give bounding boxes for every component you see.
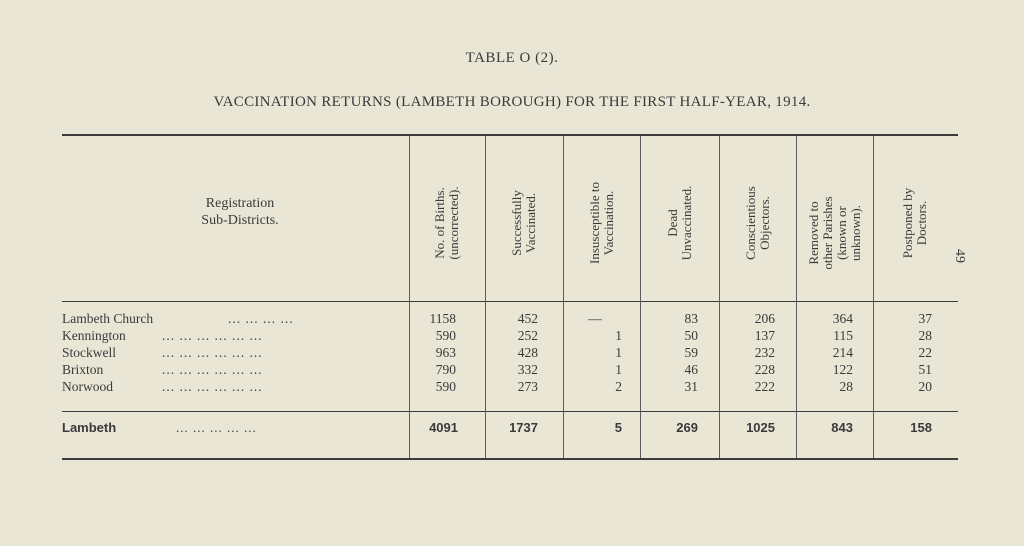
table-row: [0, 345, 1024, 363]
row-name: Stockwell: [62, 345, 116, 360]
column-divider: [873, 136, 874, 458]
page-number: 49: [952, 249, 967, 263]
table-row: [0, 328, 1024, 346]
row-name: Lambeth Church: [62, 311, 154, 326]
column-divider: [640, 136, 641, 458]
registration-header: Registration Sub-Districts.: [201, 196, 279, 228]
cell-dead: 31: [684, 379, 698, 394]
cell-objectors: 206: [754, 311, 775, 326]
column-divider: [563, 136, 564, 458]
leader-dots: ... ... ... ... ... ...: [162, 379, 263, 394]
cell-births: 963: [435, 345, 456, 360]
cell-removed: 214: [832, 345, 853, 360]
column-divider: [409, 136, 410, 458]
cell-insusceptible: 1: [615, 345, 622, 360]
cell-postponed: 28: [918, 328, 932, 343]
cell-removed: 122: [832, 362, 853, 377]
leader-dots: ... ... ... ... ... ...: [162, 328, 263, 343]
total-objectors: 1025: [746, 420, 775, 435]
total-name: Lambeth: [62, 420, 117, 435]
total-separator-rule: [62, 411, 958, 412]
cell-births: 590: [435, 328, 456, 343]
total-dead: 269: [676, 420, 698, 435]
leader-dots: ... ... ... ...: [228, 311, 294, 326]
table-row: [0, 362, 1024, 380]
cell-vaccinated: 428: [517, 345, 538, 360]
total-row: [0, 420, 1024, 438]
cell-births: 790: [435, 362, 456, 377]
column-header-removed: Removed to other Parishes (known or unknown).: [806, 196, 863, 270]
table-title: VACCINATION RETURNS (LAMBETH BOROUGH) FOR THE FIRST HALF-YEAR, 1914.: [213, 94, 811, 110]
column-header-successfully-vaccinated: Successfully Vaccinated.: [509, 190, 538, 256]
leader-dots: ... ... ... ... ... ...: [162, 345, 263, 360]
total-births: 4091: [429, 420, 458, 435]
column-divider: [796, 136, 797, 458]
column-header-dead-unvaccinated: Dead Unvaccinated.: [665, 185, 694, 261]
total-vaccinated: 1737: [509, 420, 538, 435]
column-header-insusceptible: Insusceptible to Vaccination.: [587, 182, 616, 264]
cell-dead: 46: [684, 362, 698, 377]
total-postponed: 158: [910, 420, 932, 435]
cell-insusceptible: 2: [615, 379, 622, 394]
column-header-postponed: Postponed by Doctors.: [900, 187, 929, 259]
cell-vaccinated: 452: [517, 311, 538, 326]
table-number: TABLE O (2).: [465, 50, 559, 66]
total-removed: 843: [831, 420, 853, 435]
column-divider: [485, 136, 486, 458]
cell-dead: 83: [684, 311, 698, 326]
cell-objectors: 222: [754, 379, 775, 394]
cell-postponed: 20: [918, 379, 932, 394]
cell-objectors: 232: [754, 345, 775, 360]
bottom-rule: [62, 458, 958, 460]
cell-removed: 115: [833, 328, 853, 343]
cell-postponed: 22: [918, 345, 932, 360]
cell-dead: 59: [684, 345, 698, 360]
row-name: Kennington: [62, 328, 126, 343]
cell-insusceptible: —: [588, 311, 602, 326]
top-rule: [62, 134, 958, 136]
table-row: [0, 379, 1024, 397]
table-row: [0, 311, 1024, 329]
leader-dots: ... ... ... ... ... ...: [162, 362, 263, 377]
column-header-births: No. of Births. (uncorrected).: [432, 186, 461, 260]
cell-births: 1158: [429, 311, 456, 326]
cell-removed: 364: [832, 311, 853, 326]
column-header-conscientious-objectors: Conscientious Objectors.: [743, 186, 772, 260]
cell-objectors: 228: [754, 362, 775, 377]
cell-dead: 50: [684, 328, 698, 343]
cell-vaccinated: 252: [517, 328, 538, 343]
cell-insusceptible: 1: [615, 362, 622, 377]
cell-vaccinated: 332: [517, 362, 538, 377]
row-name: Brixton: [62, 362, 104, 377]
cell-insusceptible: 1: [615, 328, 622, 343]
total-insusceptible: 5: [614, 420, 622, 435]
cell-postponed: 51: [918, 362, 932, 377]
cell-removed: 28: [839, 379, 853, 394]
cell-births: 590: [435, 379, 456, 394]
cell-vaccinated: 273: [517, 379, 538, 394]
row-name: Norwood: [62, 379, 113, 394]
cell-postponed: 37: [918, 311, 932, 326]
leader-dots: ... ... ... ... ...: [176, 420, 257, 435]
column-divider: [719, 136, 720, 458]
cell-objectors: 137: [754, 328, 775, 343]
